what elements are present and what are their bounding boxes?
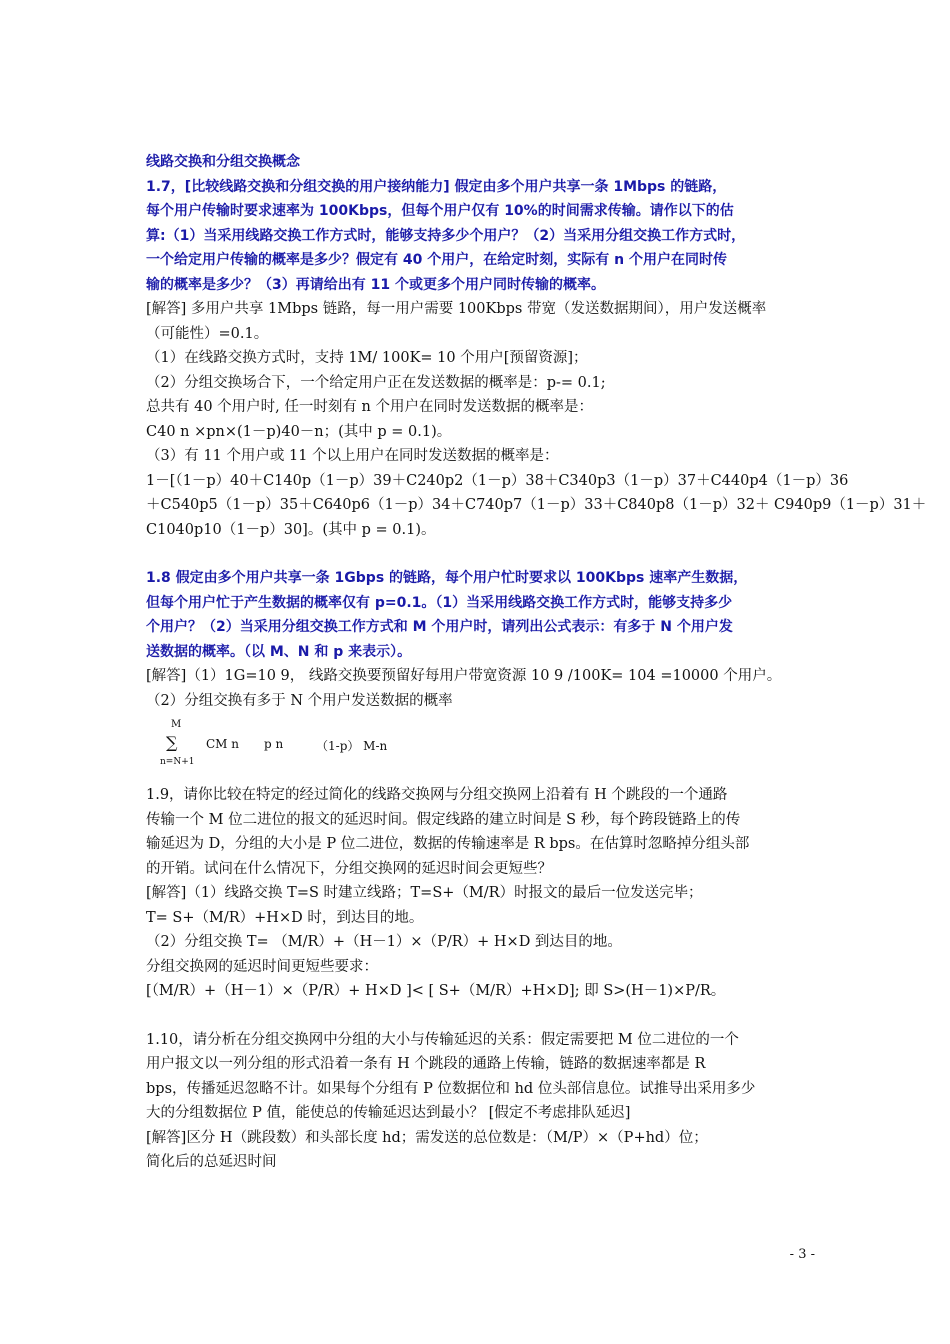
answer-1-8: [解答]（1）1G=10 9， 线路交换要预留好每用户带宽资源 10 9 /100K= 104 =10000 个用户。 （2）分组交换有多于 N 个用户发送数据的概率 <box>146 668 782 709</box>
problem-1-7: 1.7，[比较线路交换和分组交换的用户接纳能力] 假定由多个用户共享一条 1Mbps 的链路， 每个用户传输时要求速率为 100Kbps，但每个用户仅有 10%的时间需求传输。请作以下的估 算:（1）当采用线路交换工作方式时，能够支持多少个用户？（2）当采用分组交换工作方式时， 一个给定用户传输的概率是多少？假定有 40 个用户，在给定时刻，实际有 n 个用户在同时传 输的概率是多少？（3）再请给出有 11 个或更多个用户同时传输的概率。 <box>146 178 746 293</box>
answer-1-9: [解答]（1）线路交换 T=S 时建立线路；T=S+（M/R）时报文的最后一位发送完毕； T= S+（M/R）+H×D 时，到达目的地。 （2）分组交换 T= （M/R）+（H－1）×（P/R）+ H×D 到达目的地。 分组交换网的延迟时间更短些要求： [（M/R）+（H－1）×（P/R）+ H×D ]< [ S+（M/R）+H×D]; 即 S>(H－1)×P/R。 <box>146 885 726 999</box>
answer-1-7: [解答] 多用户共享 1Mbps 链路，每一用户需要 100Kbps 带宽（发送数据期间），用户发送概率 （可能性）=0.1。 （1）在线路交换方式时，支持 1M/ 100K= 10 个用户[预留资源]； （2）分组交换场合下，一个给定用户正在发送数据的概率是：p-= 0.1; 总共有 40 个用户时, 任一时刻有 n 个用户在同时发送数据的概率是： C40 n ×pn×(1－p)40－n；(其中 p = 0.1)。 （3）有 11 个用户或 11 个以上用户在同时发送数据的概率是： 1－[（1－p）40＋C140p（1－p）39＋C240p2（1－p）38＋C340p3（1－p）37＋C440p4（1－p）36 ＋C540p5（1－p）35＋C640p6（1－p）34＋C740p7（1－p）33＋C840p8（1－p）32＋ C940p9（1－p）31＋ C1040p10（1－p）30]。(其中 p = 0.1)。 <box>146 301 927 538</box>
problem-1-8: 1.8 假定由多个用户共享一条 1Gbps 的链路，每个用户忙时要求以 100Kbps 速率产生数据， 但每个用户忙于产生数据的概率仅有 p=0.1。（1）当采用线路交换工作方式时，能够支持多少 个用户？（2）当采用分组交换工作方式和 M 个用户时，请列出公式表示：有多于 N 个用户发 送数据的概率。（以 M、N 和 p 来表示）。 <box>146 570 748 660</box>
document-body <box>146 150 927 1175</box>
problem-1-10: 1.10，请分析在分组交换网中分组的大小与传输延迟的关系：假定需要把 M 位二进位的一个 用户报文以一列分组的形式沿着一条有 H 个跳段的通路上传输，链路的数据速率都是 R bps，传播延迟忽略不计。如果每个分组有 P 位数据位和 hd 位头部信息位。试推导出采用多少 大的分组数据位 P 值，能使总的传输延迟达到最小？ [假定不考虑排队延迟] [解答]区分 H（跳段数）和头部长度 hd；需发送的总位数是：（M/P）×（P+hd）位； 简化后的总延迟时间 <box>146 1031 756 1170</box>
section-title: 线路交换和分组交换概念 <box>146 154 300 170</box>
problem-1-9: 1.9，请你比较在特定的经过简化的线路交换网与分组交换网上沿着有 H 个跳段的一个通路 传输一个 M 位二进位的报文的延迟时间。假定线路的建立时间是 S 秒，每个跨段链路上的传 输延迟为 D，分组的大小是 P 位二进位，数据的传输速率是 R bps。在估算时忽略掉分组头部 的开销。试问在什么情况下，分组交换网的延迟时间会更短些？ <box>146 787 750 877</box>
summation-formula: M ∑ n=N+1 CM n p n （1-p） M-n <box>160 719 388 767</box>
page-number: - 3 - <box>789 1247 815 1262</box>
